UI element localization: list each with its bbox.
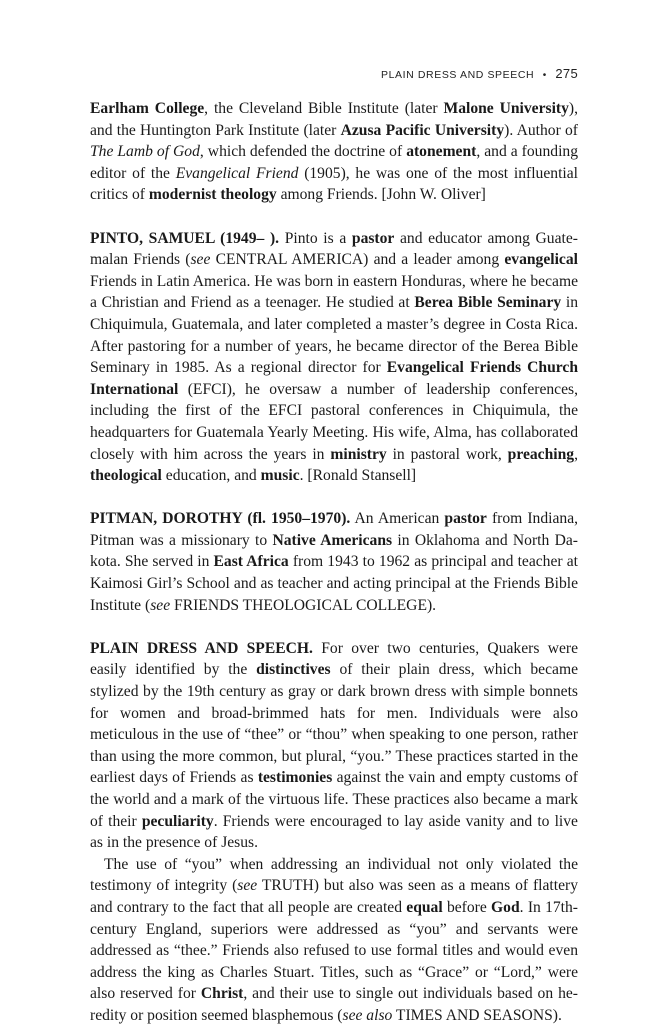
bold-term: Christ <box>200 985 244 1003</box>
entry-paragraph-oliver-continued <box>90 98 578 206</box>
italic-text: Evangelical Friend <box>175 164 299 182</box>
entry-paragraph-pitman-dorothy <box>90 508 578 616</box>
bold-term: pastor <box>444 510 487 528</box>
bold-term: ministry <box>330 445 387 463</box>
text-run: from 1943 to 1962 as principal and teacher at Kaimosi Girl’s School and as teacher and acting principal at the Friends Bible Institute ( <box>90 553 578 614</box>
text-run: against the vain and empty customs of the world and a mark of the virtuous life. These practices also became a mark of their <box>90 769 578 830</box>
entry-paragraph-plain-dress-continued <box>90 854 578 1027</box>
entry-paragraph-plain-dress-and-speech <box>90 638 578 854</box>
text-run: among Friends. [John W. Oliver] <box>276 186 486 204</box>
text-run: in Oklahoma and North Dakota. She served in <box>90 531 578 571</box>
text-run: (1905), he was one of the most influential critics of <box>90 164 578 204</box>
text-run: . [Ronald Stansell] <box>299 467 417 485</box>
page-body <box>90 98 578 1027</box>
text-run: education, and <box>161 467 261 485</box>
bold-term: Earlham College <box>90 100 205 117</box>
italic-text: see <box>150 596 171 614</box>
italic-text: see <box>237 877 258 895</box>
running-head <box>381 66 578 81</box>
text-run: For over two centuries, Quakers were easily identified by the <box>90 639 578 679</box>
text-run: ), and the Huntington Park Institute (later <box>90 100 579 139</box>
bold-term: PITMAN, DOROTHY (fl. 1950–1970). <box>90 510 351 528</box>
text-run: Friends in Latin America. He was born in eastern Honduras, where he became a Christian and Friend as a teenager. He studied at <box>90 272 578 312</box>
bold-term: preaching <box>507 445 575 463</box>
text-run: ). Author of <box>504 121 578 139</box>
text-run: (EFCI), he oversaw a number of leadership conferences, including the first of the EFCI pastoral conferences in Chiquimula, the headquarters for Guatemala Yearly Meeting. His wife, Alma, has collaborated closely with him across the years in <box>90 380 578 463</box>
text-run: , and a founding editor of the <box>90 143 578 182</box>
bold-term: pastor <box>351 229 395 247</box>
italic-text: The Lamb of God <box>90 143 200 161</box>
text-run: TRUTH) but also was seen as a means of flattery and contrary to the fact that all people are created <box>90 877 578 916</box>
text-run: , <box>574 445 578 463</box>
italic-text: see <box>190 251 211 269</box>
bold-term: atonement <box>406 143 477 161</box>
text-run: , which defended the doctrine of <box>199 143 407 161</box>
bold-term: Berea Bible Seminary <box>414 294 562 312</box>
text-run: . Friends were encouraged to lay aside vanity and to live as in the presence of Jesus. <box>90 812 578 852</box>
text-run: in pastoral work, <box>386 445 508 463</box>
text-run: The use of “you” when addressing an individual not only violated the testimony of integrity ( <box>90 855 578 895</box>
text-run: An American <box>350 510 445 528</box>
text-run: FRIENDS THEOLOGICAL COLLEGE). <box>170 596 437 614</box>
running-head-title: PLAIN DRESS AND SPEECH <box>380 69 535 81</box>
bold-term: PLAIN DRESS AND SPEECH. <box>90 639 313 657</box>
text-run: of their plain dress, which became stylized by the 19th century as gray or dark brown dress with simple bonnets for women and broad-brimmed hats for men. Individuals were also meticulous in the use of “thee” or “thou” when speaking to one person, rather than using the more common, but plural, “you.” These practices started in the earliest days of Friends as <box>90 661 578 787</box>
text-run: and educator among Guatemalan Friends ( <box>90 229 578 269</box>
text-run: , and their use to single out individuals based on heredity or position seemed blasphemous ( <box>90 985 578 1024</box>
italic-text: see also <box>342 1006 393 1024</box>
text-run: Pinto is a <box>279 229 352 247</box>
text-run: from Indiana, Pitman was a missionary to <box>90 510 579 549</box>
bold-term: modernist theology <box>148 186 277 204</box>
text-run: , the Cleveland Bible Institute (later <box>204 100 444 117</box>
entry-paragraph-pinto-samuel <box>90 228 578 487</box>
bold-term: equal <box>406 898 443 916</box>
text-run: TIMES AND SEASONS). <box>392 1006 562 1024</box>
bold-term: theological <box>90 467 162 485</box>
text-run: in Chiquimula, Guatemala, and later completed a master’s degree in Costa Rica. After pastoring for a number of years, he became director of the Berea Bible Seminary in 1985. As a regional director for <box>90 294 578 377</box>
text-run: CENTRAL AMERICA) and a leader among <box>210 251 505 269</box>
bold-term: Azusa Pacific University <box>340 121 505 139</box>
bold-term: Malone University <box>443 100 569 117</box>
bold-term: Native Americans <box>272 531 393 549</box>
bold-term: evangelical <box>504 251 578 269</box>
bold-term: Evangelical Friends Church International <box>90 359 578 398</box>
bold-term: peculiarity <box>141 812 214 830</box>
text-run: . In 17th-century England, superiors were addressed as “you” and servants were addressed as “thee.” Friends also refused to use formal titles and would even address the king as Charles Stuart. Titles, such as “Grace” or “Lord,” were also reserved for <box>90 898 578 1003</box>
text-run: before <box>442 898 492 916</box>
bold-term: God <box>491 898 520 916</box>
bold-term: PINTO, SAMUEL (1949– ). <box>90 229 280 247</box>
running-head-bullet: • <box>542 70 547 81</box>
bold-term: East Africa <box>213 553 289 571</box>
bold-term: distinctives <box>256 661 331 679</box>
bold-term: music <box>260 467 300 485</box>
page-number: 275 <box>555 66 578 81</box>
bold-term: testimonies <box>257 769 333 787</box>
